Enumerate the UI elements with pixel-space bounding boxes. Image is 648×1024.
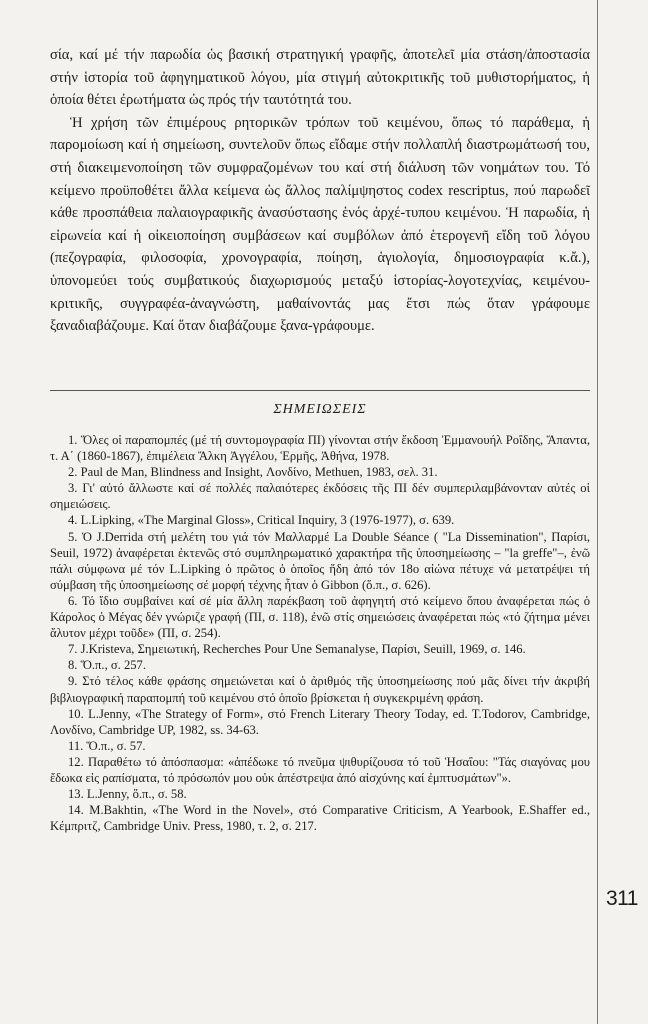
notes-heading: ΣΗΜΕΙΩΣΕΙΣ xyxy=(273,402,367,417)
note-item: 2. Paul de Man, Blindness and Insight, Λονδίνο, Methuen, 1983, σελ. 31. xyxy=(68,465,438,480)
note-item: 1. Ὅλες οἱ παραπομπές (μέ τή συντομογραφία ΠΙ) γίνονται στήν ἔκδοση Ἐμμανουήλ Ροΐδης, Ἅπαντα, τ. Α΄ (1860-1867), ἐπιμέλεια Ἄλκη Ἀγγέλου, Ἑρμῆς, Ἀθήνα, 1978. xyxy=(50,433,590,464)
notes-divider xyxy=(50,390,590,391)
note-item: 6. Τό ἴδιο συμβαίνει καί σέ μία ἄλλη παρέκβαση τοῦ ἀφηγητή στό κείμενο ὅπου ἀναφέρεται πώς ὁ Κάρολος ὁ Μέγας δέν γνώριζε γραφή (ΠΙ, σ. 118), ἐνῶ στίς σημειώσεις ἀναφέρεται πώς «τό ζήτημα μένει ἄλυτον μέχρι τοῦδε» (ΠΙ, σ. 254). xyxy=(50,593,590,641)
note-item: 13. L.Jenny, ὅ.π., σ. 58. xyxy=(68,787,187,802)
note-item: 10. L.Jenny, «The Strategy of Form», στό French Literary Theory Today, ed. T.Todorov, Cambridge, Λονδίνο, Cambridge UP, 1982, ss. 34-63. xyxy=(50,706,590,737)
note-item: 11. Ὅ.π., σ. 57. xyxy=(68,738,146,753)
note-item: 12. Παραθέτω τό ἀπόσπασμα: «ἀπέδωκε τό πνεῦμα ψιθυρίζουσα τό τοῦ Ἡσαΐου: "Τάς σιαγόνας μου ἔδωκα εἰς ραπίσματα, τό πρόσωπόν μου οὐκ ἀπέστρεψα ἀπό αἰσχύνης καί ἐμπτυσμάτων"». xyxy=(50,754,590,785)
main-text xyxy=(50,44,590,338)
note-item: 4. L.Lipking, «The Marginal Gloss», Critical Inquiry, 3 (1976-1977), σ. 639. xyxy=(68,513,455,528)
note-item: 14. M.Bakhtin, «The Word in the Novel», στό Comparative Criticism, A Yearbook, E.Shaffer ed., Κέμπριτζ, Cambridge Univ. Press, 1980, τ. 2, σ. 217. xyxy=(50,803,590,834)
note-item: 5. Ὁ J.Derrida στή μελέτη του γιά τόν Μαλλαρμέ La Double Séance ( "La Dissemination", Παρίσι, Seuil, 1972) ἀναφέρεται ἐκτενῶς στό συμπληρωματικό χαρακτήρα τῆς ὑποσημείωσης – "la greffe"–, ἐνῶ πάλι σύμφωνα μέ τόν L.Lipking ὁ πρῶτος ὁ ὁποῖος ἤδη ἀπό τόν 18ο αἰώνα πέτυχε νά μετατρέψει τή σύμβαση τῆς ὑποσημείωσης σέ μορφή τέχνης ἦταν ὁ Gibbon (ὅ.π., σ. 626). xyxy=(50,529,590,592)
paragraph: Ἡ χρήση τῶν ἐπιμέρους ρητορικῶν τρόπων τοῦ κειμένου, ὅπως τό παράθεμα, ἡ παρομοίωση καί ἡ σημείωση, συντελοῦν ὅπως εἴδαμε στήν πολλαπλή διαστρωμάτωσή του, στή διακειμενοποίηση τῶν συμφραζομένων του καί στή διάλυση τῶν νοημάτων του. Τό κείμενο προϋποθέτει ἄλλα κείμενα ὡς ἄλλος παλίμψηστος codex rescriptus, πού παρωδεῖ κάθε προσπάθεια παλαιογραφικῆς ἀνασύστασης ἑνός ἀρχέ-τυπου κειμένου. Ἡ παρωδία, ἡ εἰρωνεία καί ἡ οἰκειοποίηση συμβάσεων καί συμβόλων ἀπό ἑτερογενῆ εἴδη τοῦ λόγου (πεζογραφία, φιλοσοφία, χρονογραφία, ποίηση, ἁγιολογία, δημοσιογραφία κ.ἄ.), ὑπονομεύει τούς συμβατικούς διαχωρισμούς μεταξύ ἱστορίας-λογοτεχνίας, κειμένου-κριτικῆς, συγγραφέα-ἀναγνώστη, μαθαίνοντάς μας ἔτσι πώς ὅταν γράφουμε ξαναδιαβάζουμε. Καί ὅταν διαβάζουμε ξανα-γράφουμε. xyxy=(50,114,590,335)
paragraph: σία, καί μέ τήν παρωδία ὡς βασική στρατηγική γραφῆς, ἀποτελεῖ μία στάση/ἀποστασία στήν ἱστορία τοῦ ἀφηγηματικοῦ λόγου, μία στιγμή αὐτοκριτικῆς τοῦ μυθιστορήματος, ἡ ὁποία θέτει ἐρωτήματα ὡς πρός τήν ταυτότητά του. xyxy=(50,47,590,109)
notes-list xyxy=(50,432,590,834)
note-item: 7. J.Kristeva, Σημειωτική, Recherches Pour Une Semanalyse, Παρίσι, Seuill, 1969, σ. 146. xyxy=(68,642,526,657)
page-number: 311 xyxy=(606,887,638,910)
note-item: 8. Ὅ.π., σ. 257. xyxy=(68,658,146,673)
margin-rule xyxy=(597,0,598,1024)
note-item: 9. Στό τέλος κάθε φράσης σημειώνεται καί ὁ ἀριθμός τῆς ὑποσημείωσης πού μᾶς δίνει τήν ἀκριβή βιβλιογραφική παραπομπή τοῦ κειμένου στό ὁποῖο βρίσκεται ἡ συγκεκριμένη φράση. xyxy=(50,674,590,705)
note-item: 3. Γι' αὐτό ἄλλωστε καί σέ πολλές παλαιότερες ἐκδόσεις τῆς ΠΙ δέν συμπεριλαμβάνονταν αὐτές οἱ σημειώσεις. xyxy=(50,481,590,512)
